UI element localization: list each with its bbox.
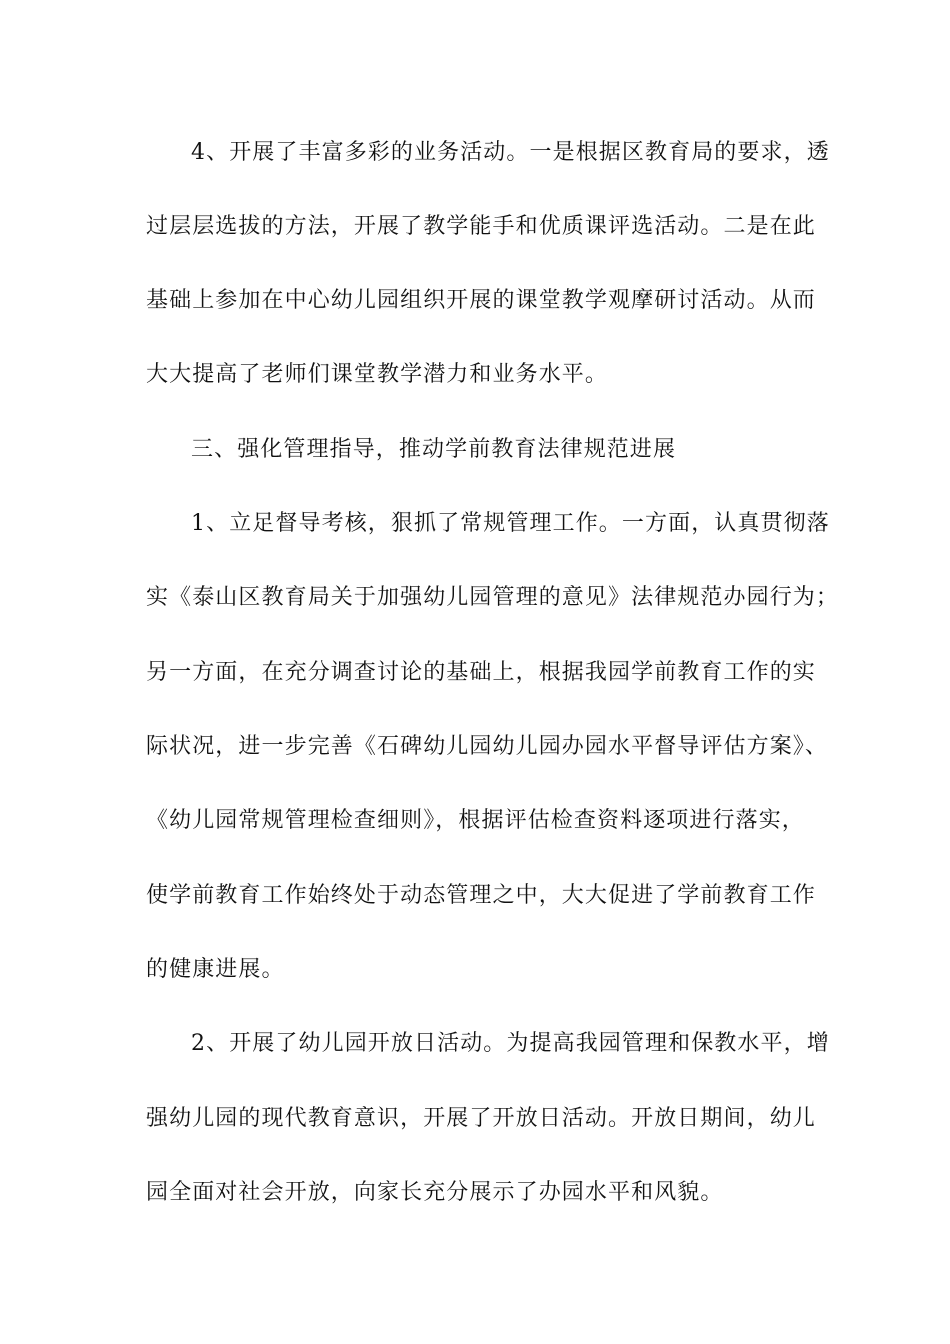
- paragraph-1-line-2: 实《泰山区教育局关于加强幼儿园管理的意见》法律规范办园行为；: [146, 585, 840, 610]
- paragraph-1-line-1: 1、立足督导考核，狠抓了常规管理工作。一方面，认真贯彻落: [191, 511, 830, 536]
- section-heading-3: 三、强化管理指导，推动学前教育法律规范进展: [191, 437, 677, 462]
- paragraph-1-line-6: 使学前教育工作始终处于动态管理之中，大大促进了学前教育工作: [146, 883, 816, 908]
- paragraph-2-line-2: 强幼儿园的现代教育意识，开展了开放日活动。开放日期间，幼儿: [146, 1106, 816, 1131]
- paragraph-1-line-3: 另一方面，在充分调查讨论的基础上，根据我园学前教育工作的实: [146, 660, 816, 685]
- paragraph-4-line-1: 4、开展了丰富多彩的业务活动。一是根据区教育局的要求，透: [191, 140, 830, 165]
- paragraph-4-line-2: 过层层选拔的方法，开展了教学能手和优质课评选活动。二是在此: [146, 214, 816, 239]
- paragraph-2-line-1: 2、开展了幼儿园开放日活动。为提高我园管理和保教水平，增: [191, 1031, 830, 1056]
- paragraph-4-line-3: 基础上参加在中心幼儿园组织开展的课堂教学观摩研讨活动。从而: [146, 288, 816, 313]
- paragraph-1-line-7: 的健康进展。: [146, 957, 285, 982]
- paragraph-1-line-5: 《幼儿园常规管理检查细则》，根据评估检查资料逐项进行落实，: [146, 808, 805, 833]
- paragraph-2-line-3: 园全面对社会开放，向家长充分展示了办园水平和风貌。: [146, 1180, 724, 1205]
- paragraph-4-line-4: 大大提高了老师们课堂教学潜力和业务水平。: [146, 362, 609, 387]
- paragraph-1-line-4: 际状况，进一步完善《石碑幼儿园幼儿园办园水平督导评估方案》、: [146, 734, 829, 759]
